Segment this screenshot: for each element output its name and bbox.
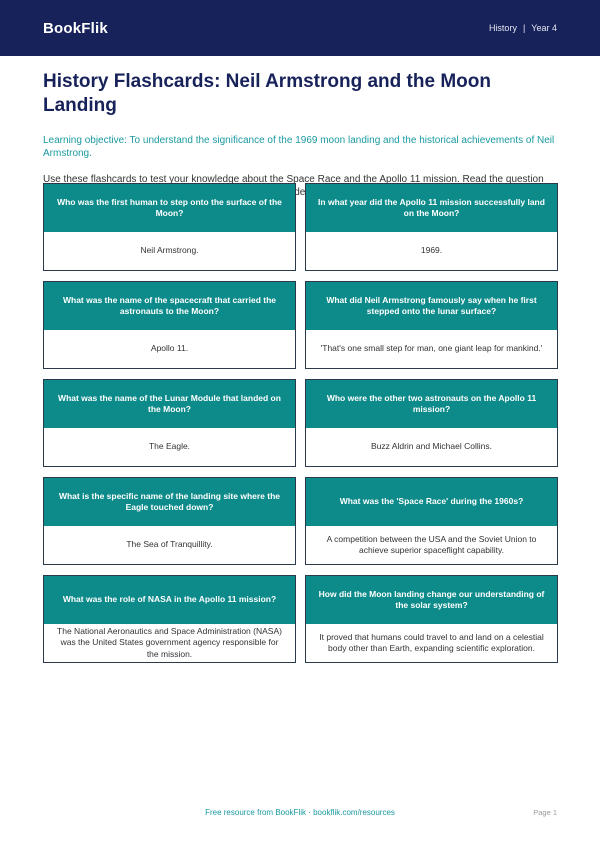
flashcard[interactable] (305, 379, 558, 467)
flashcard-question: What is the specific name of the landing site where the Eagle touched down? (44, 478, 295, 526)
flashcard[interactable] (43, 379, 296, 467)
flashcard-question: What was the 'Space Race' during the 1960s? (306, 478, 557, 526)
flashcard-answer: Apollo 11. (150, 343, 189, 354)
flashcard-question: What was the role of NASA in the Apollo 11 mission? (44, 576, 295, 624)
flashcard-question: What was the name of the spacecraft that carried the astronauts to the Moon? (44, 282, 295, 330)
flashcard[interactable] (43, 477, 296, 565)
flashcard-question: Who were the other two astronauts on the Apollo 11 mission? (306, 380, 557, 428)
flashcard-answer: It proved that humans could travel to and land on a celestial body other than Earth, expanding scientific exploration. (319, 631, 544, 653)
meta-separator: | (522, 23, 526, 33)
header-meta (489, 23, 557, 33)
flashcard-answer: Buzz Aldrin and Michael Collins. (371, 441, 492, 452)
flashcard-answer: The National Aeronautics and Space Administration (NASA) was the United States government agency responsible for the mission. (57, 625, 282, 659)
footer (0, 808, 600, 820)
page-title: History Flashcards: Neil Armstrong and the Moon Landing (43, 71, 491, 116)
subject-label: History (488, 23, 517, 33)
flashcard-answer: 'That's one small step for man, one giant leap for mankind.' (320, 343, 543, 354)
flashcard[interactable] (305, 575, 558, 663)
intro-text: Use these flashcards to test your knowledge about the Space Race and the Apollo 11 mission. Read the question (43, 173, 544, 185)
page-number: Page 1 (533, 808, 557, 817)
learning-objective: Learning objective: To understand the significance of the 1969 moon landing and the historical achievements of Neil Armstrong. (43, 134, 555, 159)
flashcard[interactable] (305, 477, 558, 565)
year-label: Year 4 (531, 23, 557, 33)
flashcard[interactable] (305, 183, 558, 271)
flashcard-question: What was the name of the Lunar Module that landed on the Moon? (44, 380, 295, 428)
flashcard-question: What did Neil Armstrong famously say when he first stepped onto the lunar surface? (306, 282, 557, 330)
flashcard-question: In what year did the Apollo 11 mission successfully land on the Moon? (306, 184, 557, 232)
flashcard-answer: The Eagle. (148, 441, 191, 452)
flashcard[interactable] (43, 575, 296, 663)
flashcard-question: Who was the first human to step onto the surface of the Moon? (44, 184, 295, 232)
header-bar (0, 0, 600, 56)
flashcard[interactable] (43, 183, 296, 271)
flashcard[interactable] (43, 281, 296, 369)
flashcard[interactable] (305, 281, 558, 369)
footer-link[interactable]: Free resource from BookFlik · bookflik.com/resources (205, 808, 395, 817)
flashcard-question: How did the Moon landing change our understanding of the solar system? (306, 576, 557, 624)
flashcard-answer: A competition between the USA and the Soviet Union to achieve superior spaceflight capability. (326, 533, 537, 555)
logo: BookFlik (43, 19, 108, 37)
flashcard-grid (43, 183, 558, 663)
flashcard-answer: The Sea of Tranquillity. (126, 539, 213, 550)
flashcard-answer: 1969. (420, 245, 443, 256)
flashcard-answer: Neil Armstrong. (140, 245, 199, 256)
